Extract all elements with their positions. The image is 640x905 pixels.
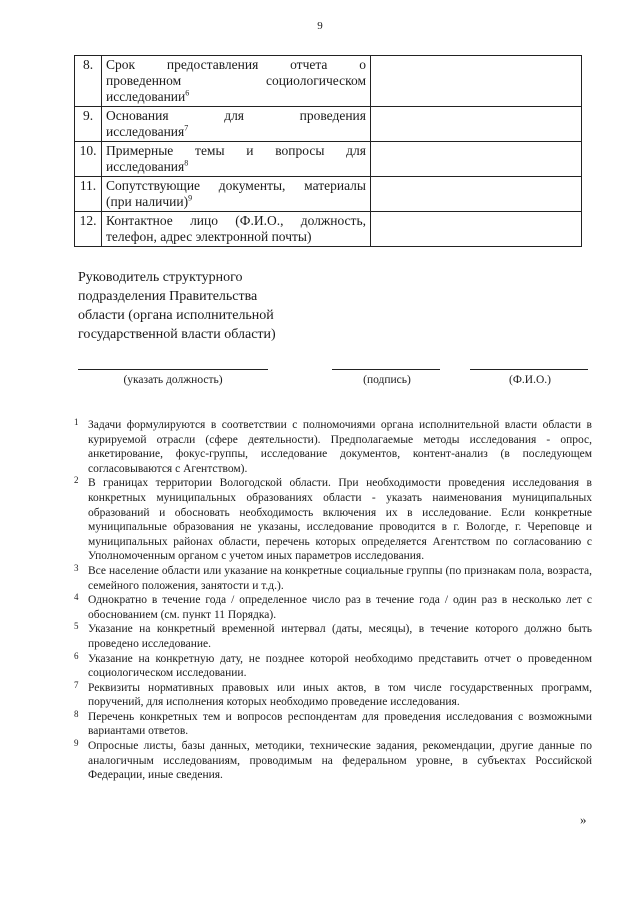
footnote-text: Указание на конкретную дату, не позднее которой необходимо представить отчет о проведенном социологическом исследовании.: [88, 652, 592, 680]
footnote-mark: 5: [74, 621, 79, 632]
footnote-mark: 6: [74, 650, 79, 661]
footnote: [74, 593, 592, 622]
footnote: [74, 476, 592, 564]
table-row: [75, 56, 582, 107]
row-label: [102, 212, 371, 247]
signatory-title: [78, 268, 338, 344]
row-number: 8.: [75, 56, 102, 107]
footnote-text: Перечень конкретных тем и вопросов респондентам для проведения исследования с возможными вариантами ответов.: [88, 710, 592, 738]
footnote-text: Однократно в течение года / определенное число раз в течение года / один раз в несколько лет с обоснованием (см. пункт 11 Порядка).: [88, 594, 592, 621]
footnote-mark: 1: [74, 417, 79, 427]
signatory-title-line: подразделения Правительства: [78, 289, 258, 304]
row-label-line: Сопутствующие документы, материалы: [106, 178, 366, 193]
footnote-ref: 7: [184, 123, 189, 133]
table-row: [75, 212, 582, 247]
row-label-line: исследовании$^6$: [106, 88, 190, 104]
row-number: 11.: [75, 177, 102, 212]
row-label: [102, 177, 371, 212]
footnote-mark: 7: [74, 679, 79, 690]
footnote-mark: 2: [74, 475, 79, 486]
row-label: [102, 56, 371, 107]
row-value-cell[interactable]: [371, 56, 582, 107]
name-caption: (Ф.И.О.): [509, 374, 551, 386]
footnote-text: Опросные листы, базы данных, методики, технические задания, рекомендации, другие данные по аналогичным исследованиям, проводимым на федеральном уровне, в субъектах Российской Федерации, иные сведения.: [88, 740, 592, 782]
footnote-ref: 6: [185, 88, 190, 98]
footnote-ref: 8: [184, 158, 189, 168]
signatory-title-line: государственной власти области): [78, 327, 276, 342]
position-caption: (указать должность): [123, 374, 223, 386]
row-label-line: телефон, адрес электронной почты): [106, 229, 312, 244]
row-value-cell[interactable]: [371, 142, 582, 177]
row-label-line: (при наличии)$^9$: [106, 193, 193, 209]
position-signature-line: [78, 369, 268, 370]
footnote: [74, 681, 592, 710]
name-signature-line: [470, 369, 588, 370]
row-value-cell[interactable]: [371, 107, 582, 142]
row-label-line: Основания для проведения: [106, 108, 366, 123]
footnote-ref: 9: [188, 193, 193, 203]
footnote: [74, 652, 592, 681]
table-row: [75, 177, 582, 212]
footnote: [74, 622, 592, 651]
footnote: [74, 739, 592, 783]
row-number: 12.: [75, 212, 102, 247]
row-label: [102, 107, 371, 142]
footnote-mark: 4: [74, 592, 79, 603]
footnote-text: Все население области или указание на конкретные социальные группы (по признакам пола, возраста, семейного положения, занятости и т.д.).: [88, 564, 592, 592]
page-number: 9: [317, 20, 323, 32]
footnote-mark: 9: [74, 738, 79, 749]
row-label-line: Примерные темы и вопросы для: [106, 143, 366, 158]
signatory-title-line: Руководитель структурного: [78, 270, 243, 285]
row-label-line: Срок предоставления отчета о: [106, 57, 366, 72]
row-label-line: проведенном социологическом: [106, 73, 366, 88]
row-value-cell[interactable]: [371, 212, 582, 247]
row-number: 9.: [75, 107, 102, 142]
footnote-text: Реквизиты нормативных правовых или иных актов, в том числе государственных программ, поручений, для исполнения которых необходимо проведение исследования.: [88, 681, 592, 709]
row-number: 10.: [75, 142, 102, 177]
table-row: [75, 107, 582, 142]
footnote: [74, 418, 592, 476]
closing-quote: »: [580, 812, 587, 827]
row-value-cell[interactable]: [371, 177, 582, 212]
row-label-line: исследования$^8$: [106, 158, 189, 174]
row-label-line: Контактное лицо (Ф.И.О., должность,: [106, 213, 366, 228]
footnote: [74, 564, 592, 593]
footnote-text: В границах территории Вологодской области. При необходимости проведения исследования в конкретных муниципальных образованиях области - указать наименования муниципальных образований и обосновать необходимость включения их в исследование. Если конкретные муниципальные образования не указаны, исследование проводится в г. Вологде, г. Череповце и муниципальных районах области, перечень которых определяется Агентством по согласованию с Уполномоченным органом с учетом иных параметров исследования.: [88, 477, 592, 563]
footnote-mark: 8: [74, 708, 79, 719]
signatory-title-line: области (органа исполнительной: [78, 308, 274, 323]
table-row: [75, 142, 582, 177]
row-label-line: исследования$^7$: [106, 123, 189, 139]
signature-line: [332, 369, 440, 370]
footnote-text: Задачи формулируются в соответствии с полномочиями органа исполнительной власти области в курируемой отрасли (сфере деятельности). Предполагаемые методы исследования - опрос, анкетирование, фокус-группы, исследование документов, контент-анализ (в последующем согласовываются с Агентством).: [88, 419, 592, 475]
row-label: [102, 142, 371, 177]
footnote: [74, 710, 592, 739]
footnote-mark: 3: [74, 562, 79, 573]
request-form-table: [74, 55, 582, 247]
footnote-text: Указание на конкретный временной интервал (даты, месяцы), в течение которого должно быть проведено исследование.: [88, 623, 592, 650]
footnotes: [74, 418, 592, 783]
signature-caption: (подпись): [363, 374, 411, 386]
